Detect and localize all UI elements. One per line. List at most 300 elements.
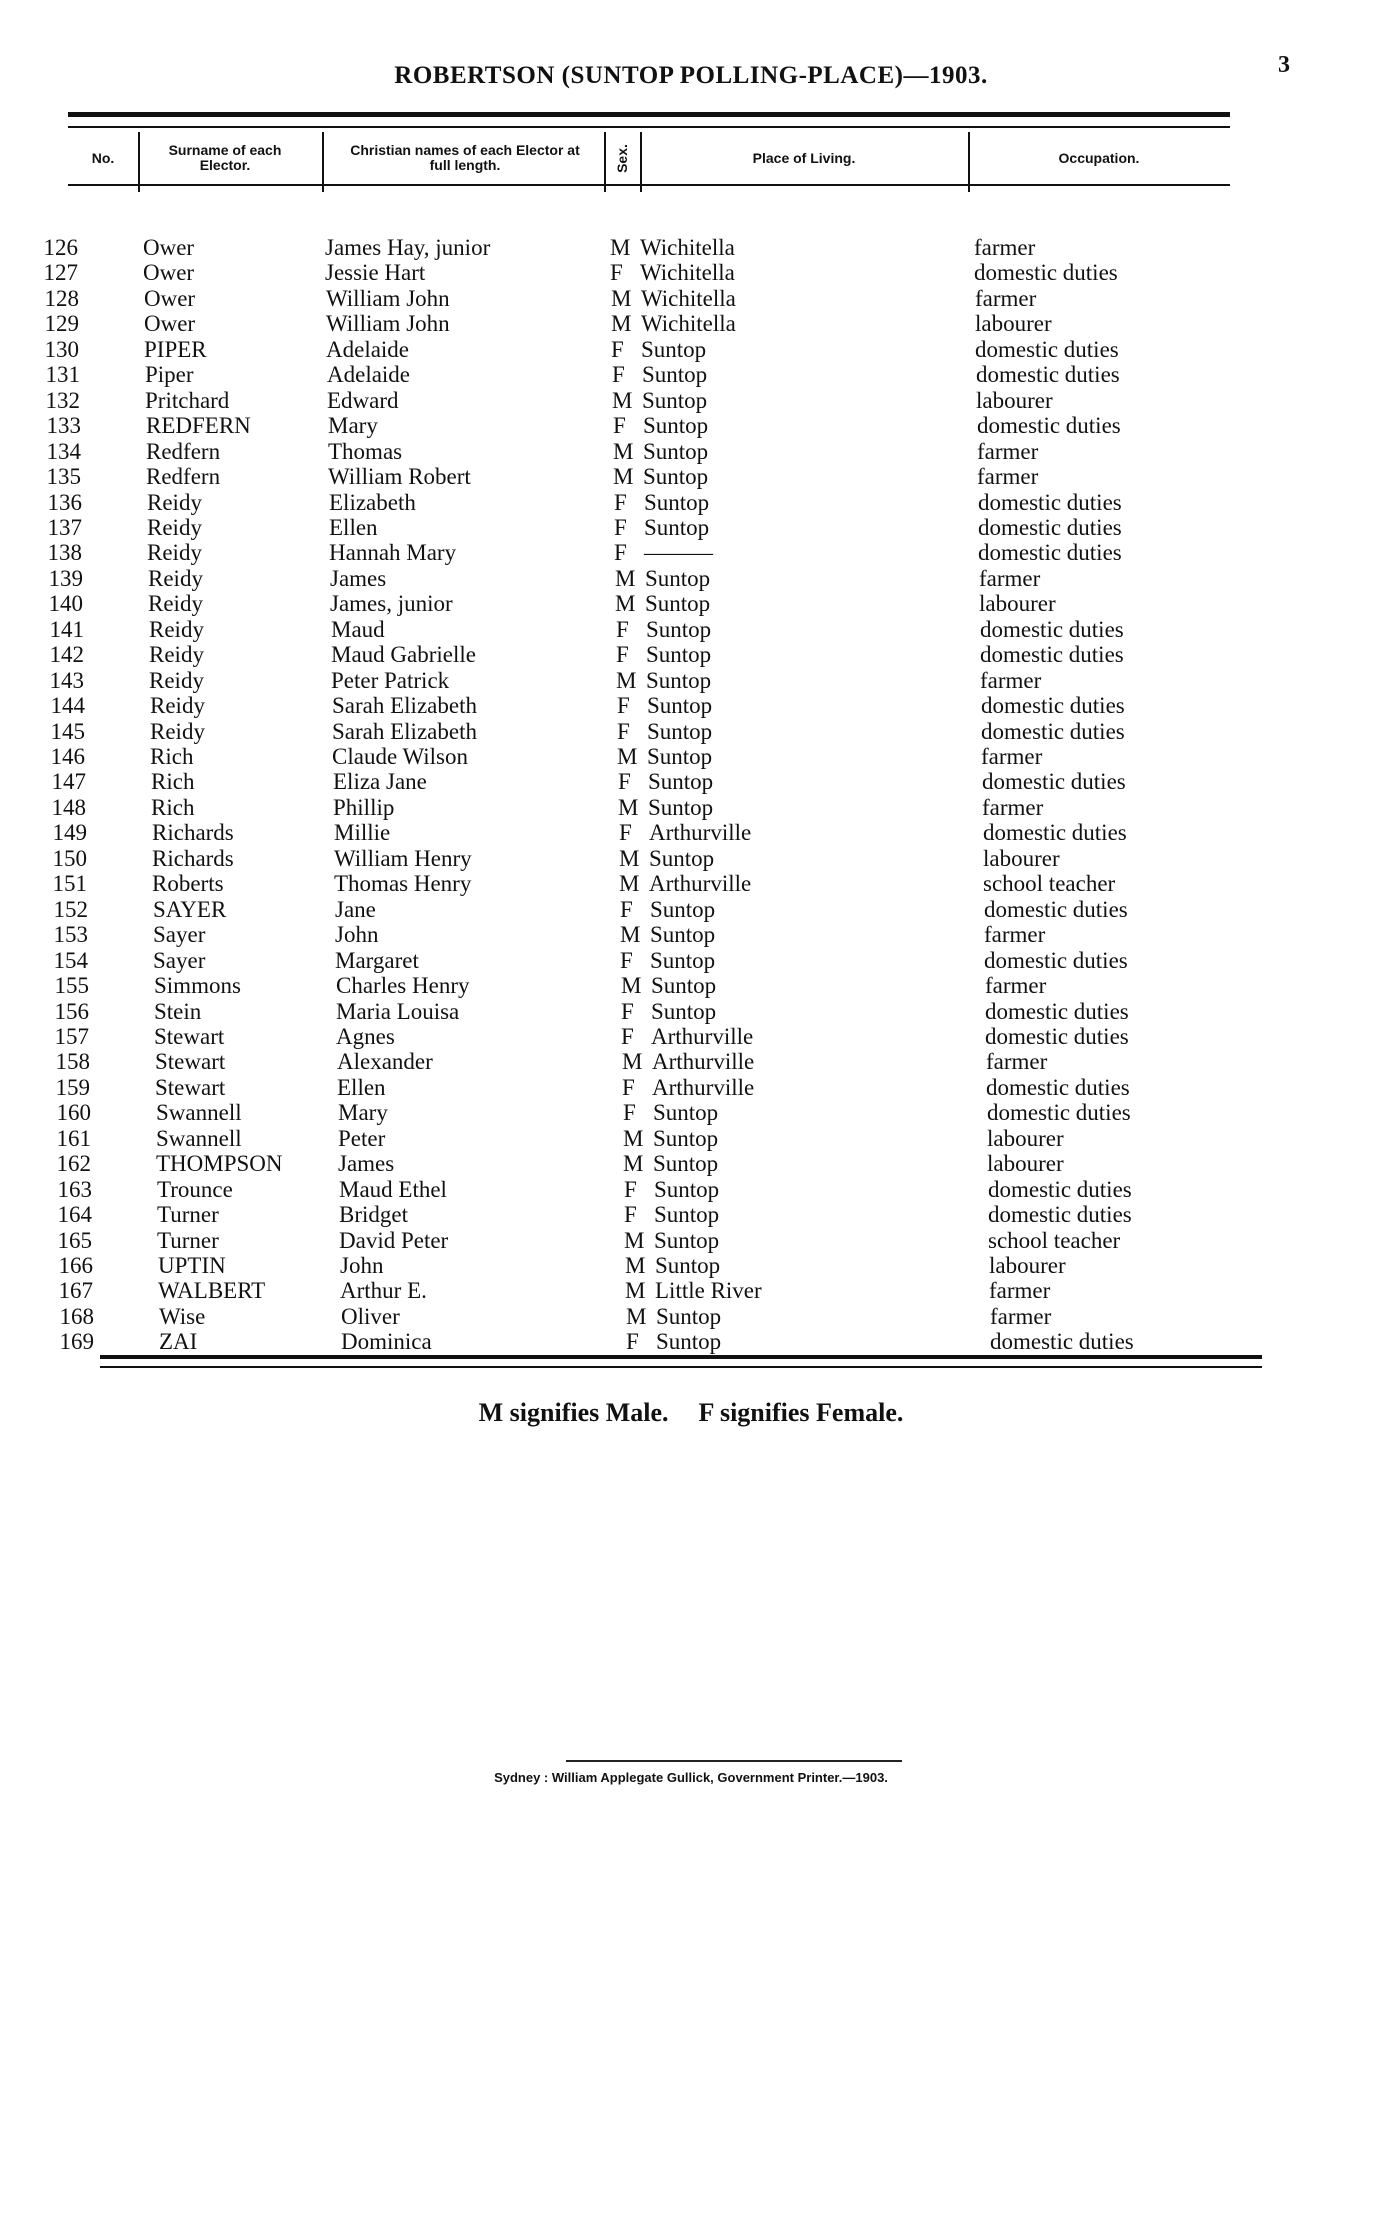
- elector-occupation: farmer: [985, 973, 1047, 998]
- elector-number: 126: [43, 235, 78, 260]
- elector-christian-names: James Hay, junior: [325, 235, 491, 260]
- table-bottom-rule-thin: [100, 1366, 1262, 1368]
- elector-sex: M: [625, 1278, 646, 1303]
- elector-place-of-living: Suntop: [655, 1253, 721, 1278]
- elector-place-of-living: Suntop: [648, 769, 714, 794]
- elector-place-of-living: Suntop: [649, 846, 715, 871]
- elector-number: 129: [44, 311, 79, 336]
- elector-occupation: domestic duties: [978, 540, 1122, 565]
- elector-surname: Stewart: [154, 1024, 225, 1049]
- elector-sex: M: [624, 1228, 645, 1253]
- table-row: [0, 897, 1382, 922]
- elector-christian-names: Sarah Elizabeth: [332, 719, 477, 744]
- elector-christian-names: William John: [326, 286, 450, 311]
- elector-surname: Reidy: [150, 693, 205, 718]
- elector-sex: F: [614, 490, 627, 515]
- elector-place-of-living: Suntop: [646, 668, 712, 693]
- header-top-rule: [68, 112, 1230, 117]
- elector-christian-names: David Peter: [339, 1228, 449, 1253]
- elector-place-of-living: Wichitella: [641, 286, 736, 311]
- elector-place-of-living: Suntop: [651, 973, 717, 998]
- elector-occupation: school teacher: [983, 871, 1116, 896]
- elector-surname: Rich: [151, 769, 195, 794]
- elector-number: 127: [43, 260, 78, 285]
- elector-surname: Sayer: [153, 922, 206, 947]
- elector-number: 131: [45, 362, 80, 387]
- elector-place-of-living: Arthurville: [652, 1075, 755, 1100]
- elector-christian-names: Jane: [335, 897, 376, 922]
- elector-occupation: farmer: [977, 439, 1039, 464]
- elector-surname: Turner: [157, 1228, 219, 1253]
- table-row: [0, 1202, 1382, 1227]
- elector-place-of-living: Suntop: [656, 1329, 722, 1354]
- elector-sex: F: [623, 1100, 636, 1125]
- elector-place-of-living: Suntop: [653, 1151, 719, 1176]
- table-row: [0, 1049, 1382, 1074]
- elector-place-of-living: Suntop: [650, 922, 716, 947]
- elector-place-of-living: Arthurville: [652, 1049, 755, 1074]
- elector-christian-names: James: [330, 566, 387, 591]
- elector-surname: ZAI: [159, 1329, 198, 1354]
- elector-surname: Redfern: [146, 464, 221, 489]
- elector-number: 133: [46, 413, 81, 438]
- elector-occupation: farmer: [977, 464, 1039, 489]
- elector-place-of-living: Suntop: [645, 591, 711, 616]
- elector-place-of-living: Suntop: [647, 719, 713, 744]
- table-row: [0, 1253, 1382, 1278]
- elector-surname: Wise: [159, 1304, 206, 1329]
- elector-number: 153: [53, 922, 88, 947]
- table-row: [0, 413, 1382, 438]
- elector-sex: M: [617, 744, 638, 769]
- elector-christian-names: Thomas Henry: [334, 871, 472, 896]
- elector-sex: M: [618, 795, 639, 820]
- elector-place-of-living: Suntop: [644, 490, 710, 515]
- elector-occupation: school teacher: [988, 1228, 1121, 1253]
- elector-occupation: domestic duties: [978, 515, 1122, 540]
- table-row: [0, 1075, 1382, 1100]
- elector-occupation: labourer: [979, 591, 1056, 616]
- elector-place-of-living: Suntop: [650, 948, 716, 973]
- elector-surname: Reidy: [148, 591, 203, 616]
- elector-christian-names: Oliver: [341, 1304, 400, 1329]
- table-row: [0, 235, 1382, 260]
- elector-number: 139: [48, 566, 83, 591]
- elector-occupation: labourer: [987, 1126, 1064, 1151]
- elector-sex: M: [613, 439, 634, 464]
- elector-sex: M: [620, 922, 641, 947]
- elector-christian-names: William John: [326, 311, 450, 336]
- table-row: [0, 846, 1382, 871]
- table-row: [0, 490, 1382, 515]
- elector-sex: M: [619, 846, 640, 871]
- elector-surname: PIPER: [144, 337, 207, 362]
- elector-place-of-living: Suntop: [647, 693, 713, 718]
- elector-number: 168: [59, 1304, 94, 1329]
- elector-place-of-living: Suntop: [647, 744, 713, 769]
- elector-occupation: domestic duties: [980, 642, 1124, 667]
- table-row: [0, 464, 1382, 489]
- elector-surname: UPTIN: [158, 1253, 226, 1278]
- elector-surname: Rich: [150, 744, 194, 769]
- elector-place-of-living: Suntop: [642, 362, 708, 387]
- elector-surname: Ower: [143, 260, 195, 285]
- elector-christian-names: Adelaide: [326, 337, 410, 362]
- elector-sex: F: [626, 1329, 639, 1354]
- elector-sex: F: [621, 999, 634, 1024]
- elector-occupation: farmer: [974, 235, 1036, 260]
- elector-christian-names: William Henry: [334, 846, 472, 871]
- elector-place-of-living: Suntop: [651, 999, 717, 1024]
- elector-number: 169: [59, 1329, 94, 1354]
- elector-number: 128: [44, 286, 79, 311]
- elector-sex: F: [613, 413, 626, 438]
- table-bottom-rule: [100, 1355, 1262, 1359]
- elector-christian-names: Sarah Elizabeth: [332, 693, 477, 718]
- elector-sex: M: [611, 311, 632, 336]
- elector-surname: Stewart: [155, 1049, 226, 1074]
- elector-christian-names: Maud Ethel: [339, 1177, 447, 1202]
- elector-christian-names: Mary: [338, 1100, 388, 1125]
- elector-christian-names: Bridget: [339, 1202, 408, 1227]
- elector-sex: F: [616, 642, 629, 667]
- elector-place-of-living: Suntop: [643, 439, 709, 464]
- elector-christian-names: James, junior: [330, 591, 453, 616]
- elector-sex: M: [615, 591, 636, 616]
- elector-number: 155: [54, 973, 89, 998]
- elector-place-of-living: Suntop: [645, 566, 711, 591]
- elector-place-of-living: Suntop: [648, 795, 714, 820]
- printer-imprint: Sydney : William Applegate Gullick, Government Printer.—1903.: [494, 1770, 888, 1785]
- table-row: [0, 1329, 1382, 1354]
- elector-place-of-living: Suntop: [654, 1177, 720, 1202]
- sex-legend: [0, 1398, 1382, 1428]
- table-row: [0, 311, 1382, 336]
- elector-number: 149: [52, 820, 87, 845]
- page-title: ROBERTSON (SUNTOP POLLING-PLACE)—1903.: [394, 62, 988, 89]
- elector-surname: Stein: [154, 999, 202, 1024]
- elector-number: 130: [44, 337, 79, 362]
- elector-surname: Rich: [151, 795, 195, 820]
- elector-sex: F: [618, 769, 631, 794]
- elector-sex: F: [624, 1202, 637, 1227]
- elector-sex: M: [612, 388, 633, 413]
- elector-surname: Sayer: [153, 948, 206, 973]
- elector-number: 147: [51, 769, 86, 794]
- legend-female: F signifies Female.: [698, 1398, 904, 1427]
- elector-christian-names: Millie: [334, 820, 391, 845]
- elector-christian-names: Edward: [327, 388, 399, 413]
- elector-number: 144: [50, 693, 85, 718]
- table-row: [0, 439, 1382, 464]
- table-row: [0, 337, 1382, 362]
- elector-place-of-living: Wichitella: [640, 260, 735, 285]
- elector-surname: SAYER: [153, 897, 227, 922]
- elector-christian-names: Charles Henry: [336, 973, 470, 998]
- printer-rule: [566, 1760, 902, 1762]
- elector-occupation: domestic duties: [980, 617, 1124, 642]
- elector-surname: Reidy: [147, 490, 202, 515]
- table-row: [0, 1151, 1382, 1176]
- header-sex: [604, 132, 640, 184]
- elector-occupation: domestic duties: [974, 260, 1118, 285]
- elector-sex: F: [620, 897, 633, 922]
- elector-place-of-living: Suntop: [654, 1228, 720, 1253]
- elector-occupation: domestic duties: [985, 1024, 1129, 1049]
- elector-sex: M: [626, 1304, 647, 1329]
- elector-place-of-living: Wichitella: [640, 235, 735, 260]
- elector-occupation: farmer: [981, 744, 1043, 769]
- elector-christian-names: Adelaide: [327, 362, 411, 387]
- table-row: [0, 1228, 1382, 1253]
- elector-number: 162: [56, 1151, 91, 1176]
- elector-occupation: domestic duties: [981, 719, 1125, 744]
- elector-place-of-living: Suntop: [653, 1100, 719, 1125]
- elector-number: 166: [58, 1253, 93, 1278]
- elector-sex: M: [619, 871, 640, 896]
- elector-christian-names: Agnes: [336, 1024, 395, 1049]
- elector-occupation: domestic duties: [988, 1177, 1132, 1202]
- elector-sex: F: [624, 1177, 637, 1202]
- elector-surname: Richards: [152, 820, 234, 845]
- elector-christian-names: Claude Wilson: [332, 744, 469, 769]
- elector-christian-names: Hannah Mary: [329, 540, 457, 565]
- elector-occupation: farmer: [980, 668, 1042, 693]
- elector-surname: Ower: [143, 235, 195, 260]
- table-row: [0, 719, 1382, 744]
- elector-place-of-living: Suntop: [653, 1126, 719, 1151]
- elector-christian-names: Alexander: [337, 1049, 433, 1074]
- table-header: [68, 132, 1230, 184]
- elector-christian-names: Elizabeth: [329, 490, 416, 515]
- table-row: [0, 1278, 1382, 1303]
- elector-place-of-living: Wichitella: [641, 311, 736, 336]
- elector-occupation: farmer: [984, 922, 1046, 947]
- elector-christian-names: Peter: [338, 1126, 386, 1151]
- elector-occupation: domestic duties: [984, 948, 1128, 973]
- elector-occupation: domestic duties: [985, 999, 1129, 1024]
- elector-sex: F: [620, 948, 633, 973]
- header-second-rule: [68, 126, 1230, 128]
- elector-surname: Swannell: [156, 1100, 242, 1125]
- elector-christian-names: Eliza Jane: [333, 769, 427, 794]
- elector-occupation: domestic duties: [990, 1329, 1134, 1354]
- elector-place-of-living: Arthurville: [651, 1024, 754, 1049]
- table-row: [0, 693, 1382, 718]
- elector-occupation: farmer: [986, 1049, 1048, 1074]
- elector-number: 132: [45, 388, 80, 413]
- header-no: No.: [91, 149, 115, 166]
- elector-sex: F: [616, 617, 629, 642]
- elector-sex: M: [610, 235, 631, 260]
- elector-surname: Reidy: [149, 642, 204, 667]
- elector-occupation: farmer: [990, 1304, 1052, 1329]
- table-row: [0, 286, 1382, 311]
- table-row: [0, 642, 1382, 667]
- table-row: [0, 871, 1382, 896]
- elector-place-of-living: Suntop: [644, 515, 710, 540]
- table-row: [0, 973, 1382, 998]
- elector-surname: Redfern: [146, 439, 221, 464]
- elector-occupation: labourer: [987, 1151, 1064, 1176]
- elector-surname: Reidy: [149, 668, 204, 693]
- elector-number: 164: [57, 1202, 92, 1227]
- table-row: [0, 362, 1382, 387]
- elector-christian-names: William Robert: [328, 464, 471, 489]
- elector-number: 143: [49, 668, 84, 693]
- elector-place-of-living: Arthurville: [649, 820, 752, 845]
- elector-place-of-living: Suntop: [656, 1304, 722, 1329]
- elector-christian-names: Phillip: [333, 795, 395, 820]
- elector-sex: M: [623, 1126, 644, 1151]
- elector-surname: Reidy: [149, 617, 204, 642]
- elector-sex: F: [614, 540, 627, 565]
- table-row: [0, 617, 1382, 642]
- table-row: [0, 566, 1382, 591]
- header-sex-label: Sex.: [613, 143, 630, 173]
- elector-occupation: labourer: [983, 846, 1060, 871]
- header-place: Place of Living.: [752, 149, 856, 166]
- elector-number: 134: [46, 439, 81, 464]
- elector-occupation: farmer: [989, 1278, 1051, 1303]
- elector-sex: F: [622, 1075, 635, 1100]
- elector-christian-names: Peter Patrick: [331, 668, 450, 693]
- elector-christian-names: Ellen: [329, 515, 378, 540]
- elector-surname: Ower: [144, 311, 196, 336]
- table-row: [0, 922, 1382, 947]
- table-row: [0, 515, 1382, 540]
- elector-occupation: domestic duties: [988, 1202, 1132, 1227]
- elector-surname: Reidy: [147, 515, 202, 540]
- table-row: [0, 540, 1382, 565]
- elector-number: 158: [55, 1049, 90, 1074]
- elector-number: 163: [57, 1177, 92, 1202]
- elector-place-of-living: Little River: [655, 1278, 762, 1303]
- elector-place-of-living: Suntop: [650, 897, 716, 922]
- elector-occupation: domestic duties: [977, 413, 1121, 438]
- elector-occupation: farmer: [982, 795, 1044, 820]
- elector-christian-names: Jessie Hart: [325, 260, 426, 285]
- elector-number: 157: [54, 1024, 89, 1049]
- elector-number: 141: [49, 617, 84, 642]
- table-row: [0, 820, 1382, 845]
- elector-sex: F: [611, 337, 624, 362]
- elector-occupation: domestic duties: [984, 897, 1128, 922]
- elector-number: 138: [47, 540, 82, 565]
- elector-sex: M: [622, 1049, 643, 1074]
- elector-surname: Reidy: [150, 719, 205, 744]
- table-row: [0, 795, 1382, 820]
- elector-number: 159: [55, 1075, 90, 1100]
- elector-surname: Ower: [144, 286, 196, 311]
- elector-place-of-living: Suntop: [643, 464, 709, 489]
- elector-sex: F: [610, 260, 623, 285]
- table-row: [0, 744, 1382, 769]
- table-row: [0, 1024, 1382, 1049]
- header-christian-names: Christian names of each Elector at full length.: [350, 142, 580, 173]
- elector-occupation: domestic duties: [982, 769, 1126, 794]
- header-bottom-rule: [68, 184, 1230, 186]
- elector-occupation: domestic duties: [986, 1075, 1130, 1100]
- elector-number: 136: [47, 490, 82, 515]
- elector-number: 148: [51, 795, 86, 820]
- table-row: [0, 769, 1382, 794]
- elector-number: 135: [46, 464, 81, 489]
- elector-number: 145: [50, 719, 85, 744]
- elector-surname: Stewart: [155, 1075, 226, 1100]
- elector-surname: Roberts: [152, 871, 224, 896]
- elector-christian-names: Ellen: [337, 1075, 386, 1100]
- elector-place-of-living: Suntop: [646, 642, 712, 667]
- elector-number: 156: [54, 999, 89, 1024]
- elector-number: 160: [56, 1100, 91, 1125]
- elector-place-of-living: Suntop: [641, 337, 707, 362]
- elector-sex: F: [614, 515, 627, 540]
- elector-surname: Turner: [157, 1202, 219, 1227]
- elector-sex: F: [612, 362, 625, 387]
- elector-place-of-living: Arthurville: [649, 871, 752, 896]
- elector-surname: Simmons: [154, 973, 241, 998]
- elector-christian-names: John: [335, 922, 379, 947]
- table-row: [0, 668, 1382, 693]
- elector-number: 152: [53, 897, 88, 922]
- elector-number: 151: [52, 871, 87, 896]
- elector-christian-names: Thomas: [328, 439, 403, 464]
- elector-place-of-living: Suntop: [643, 413, 709, 438]
- elector-christian-names: Mary: [328, 413, 378, 438]
- elector-occupation: labourer: [975, 311, 1052, 336]
- elector-place-of-living: Suntop: [654, 1202, 720, 1227]
- table-row: [0, 591, 1382, 616]
- elector-place-of-living: Suntop: [642, 388, 708, 413]
- table-row: [0, 388, 1382, 413]
- elector-sex: M: [613, 464, 634, 489]
- elector-sex: M: [621, 973, 642, 998]
- elector-surname: THOMPSON: [156, 1151, 283, 1176]
- elector-surname: Pritchard: [145, 388, 230, 413]
- elector-sex: F: [619, 820, 632, 845]
- elector-surname: Richards: [152, 846, 234, 871]
- header-surname: Surname of each Elector.: [168, 142, 282, 173]
- elector-number: 137: [47, 515, 82, 540]
- elector-christian-names: Maud: [331, 617, 385, 642]
- elector-number: 165: [57, 1228, 92, 1253]
- elector-christian-names: James: [338, 1151, 395, 1176]
- elector-sex: F: [617, 693, 630, 718]
- elector-number: 154: [53, 948, 88, 973]
- legend-male: M signifies Male.: [478, 1398, 669, 1427]
- elector-sex: F: [621, 1024, 634, 1049]
- table-row: [0, 1177, 1382, 1202]
- elector-surname: REDFERN: [146, 413, 251, 438]
- elector-number: 142: [49, 642, 84, 667]
- elector-christian-names: Maria Louisa: [336, 999, 460, 1024]
- elector-sex: M: [616, 668, 637, 693]
- elector-sex: M: [611, 286, 632, 311]
- header-occupation: Occupation.: [1058, 149, 1140, 166]
- table-row: [0, 1126, 1382, 1151]
- elector-surname: Swannell: [156, 1126, 242, 1151]
- elector-occupation: domestic duties: [976, 362, 1120, 387]
- elector-place-of-living: ———: [644, 540, 713, 565]
- elector-number: 161: [56, 1126, 91, 1151]
- elector-number: 167: [58, 1278, 93, 1303]
- elector-surname: Reidy: [147, 540, 202, 565]
- elector-occupation: farmer: [975, 286, 1037, 311]
- table-row: [0, 1100, 1382, 1125]
- elector-surname: WALBERT: [158, 1278, 266, 1303]
- elector-surname: Trounce: [157, 1177, 233, 1202]
